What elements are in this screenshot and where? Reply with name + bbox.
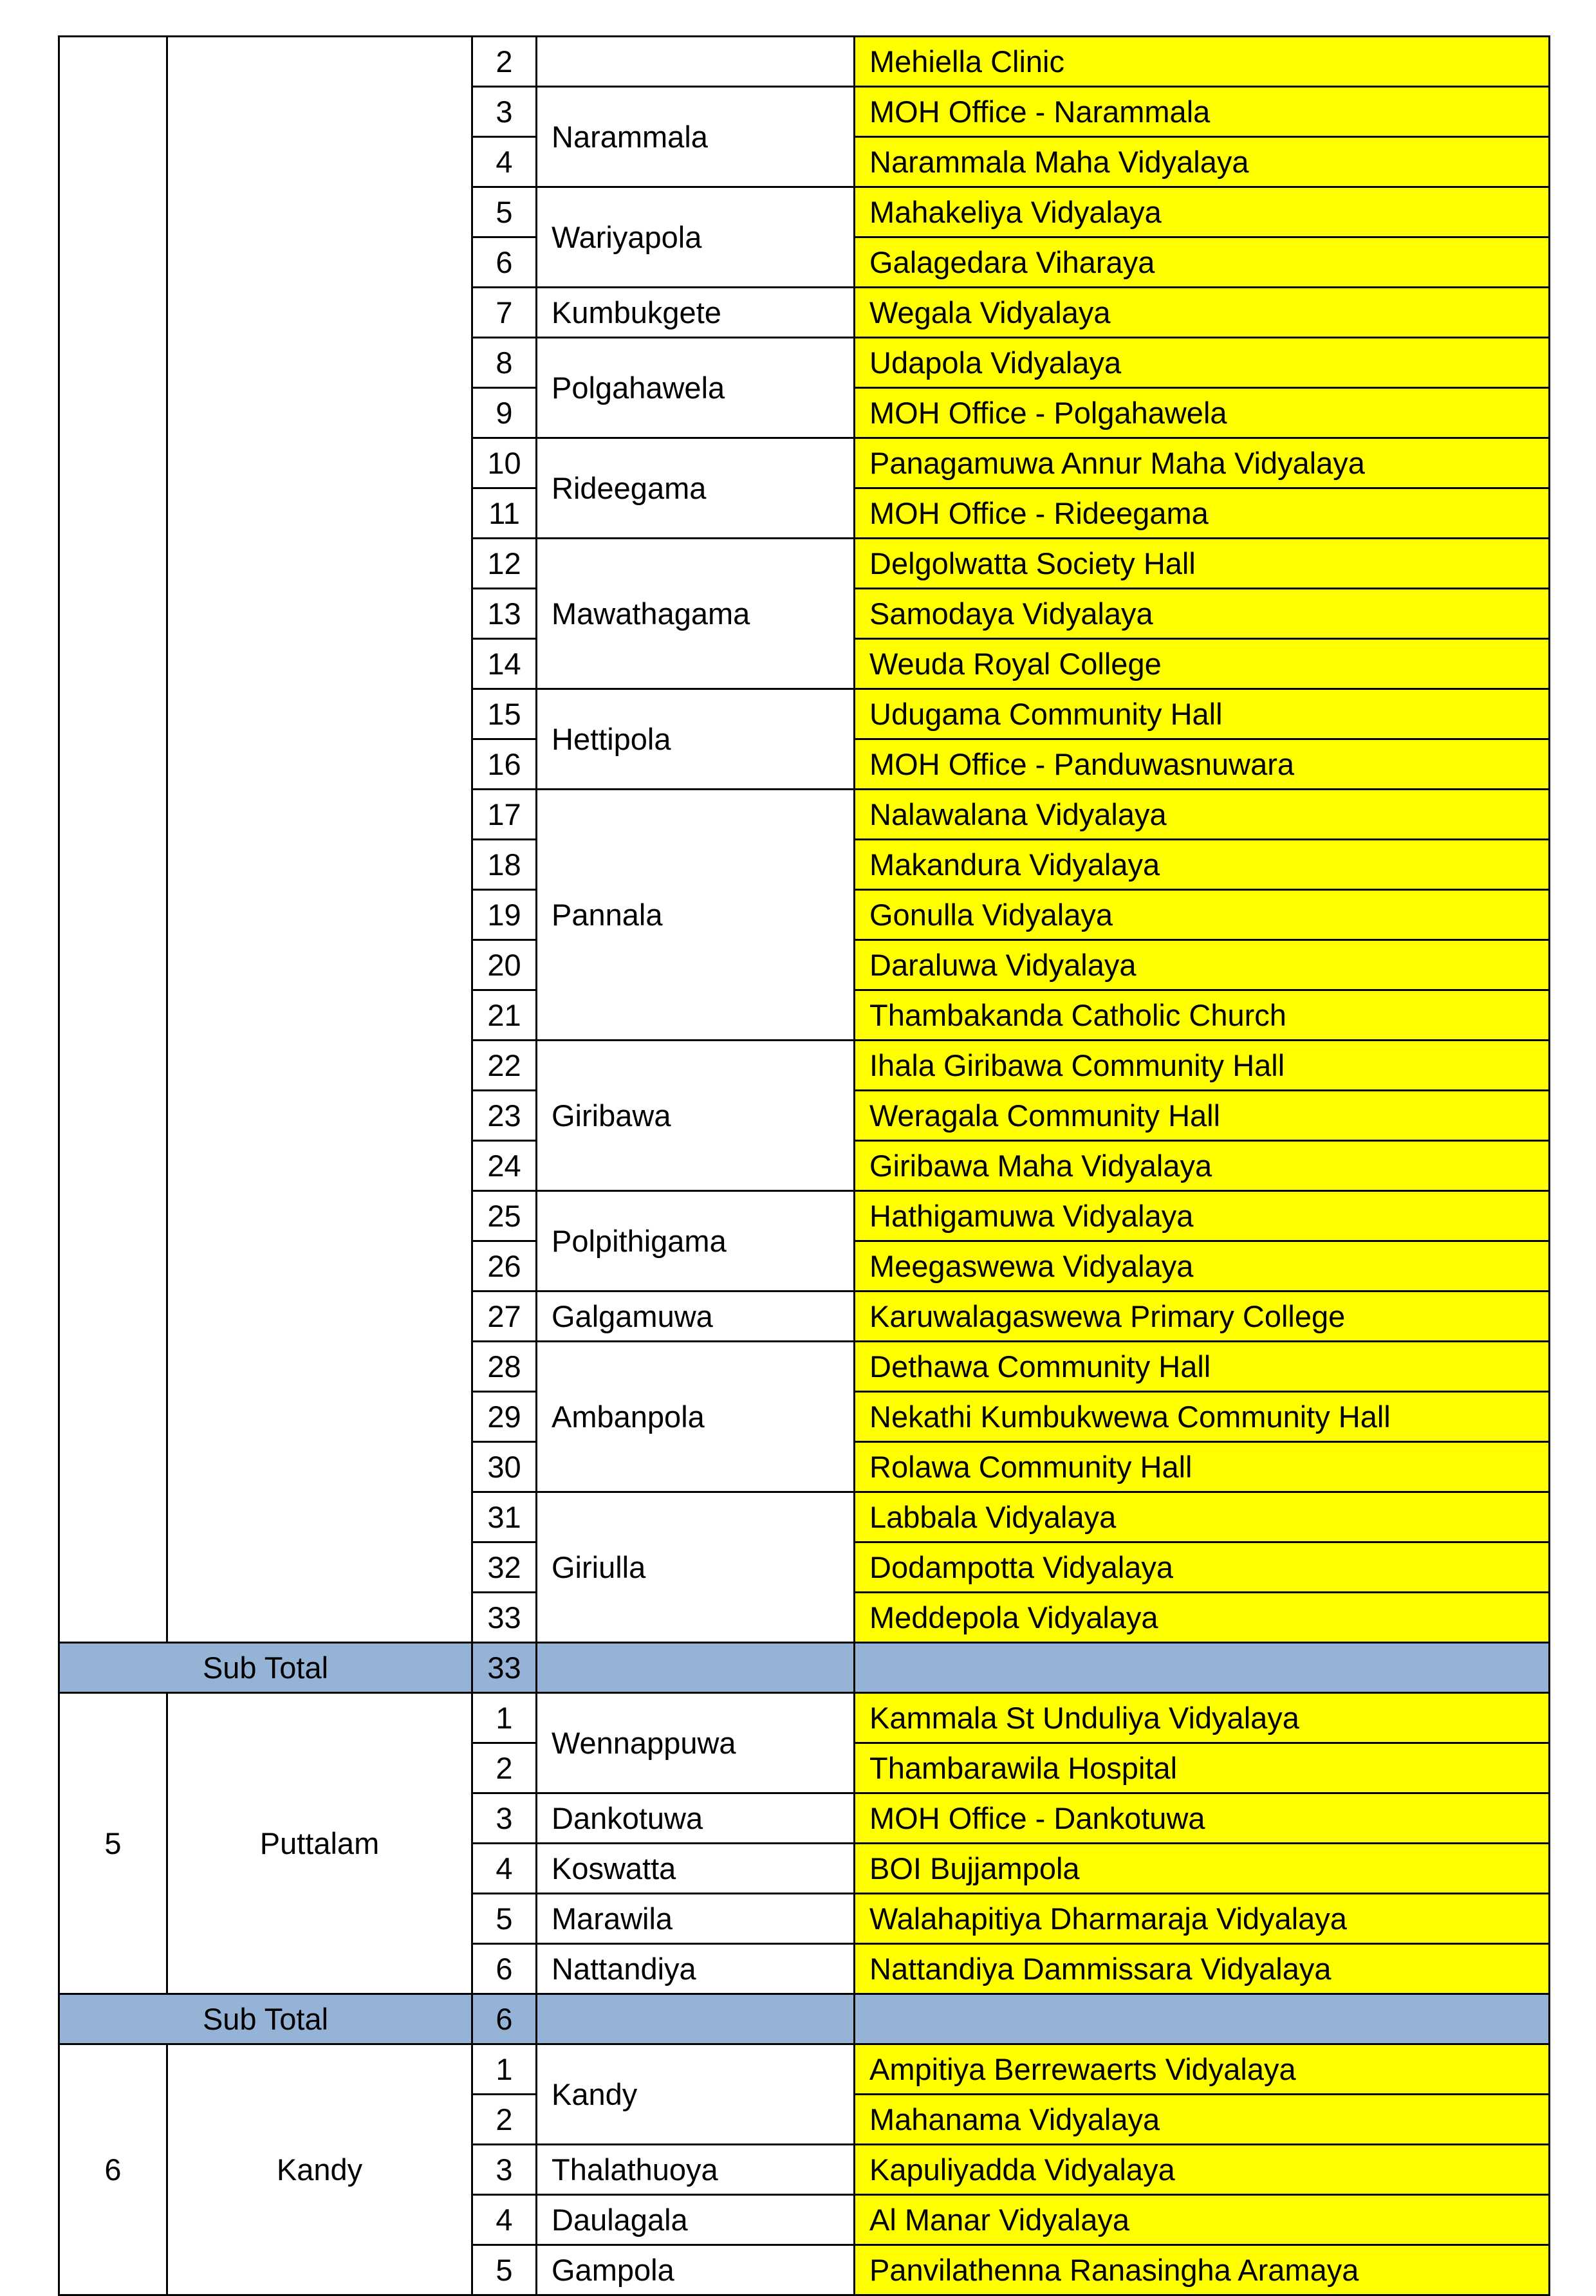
subtotal-row [59, 1643, 1550, 1693]
subtotal-empty-cell [537, 1994, 855, 2044]
row-number-cell: 6 [472, 1944, 537, 1994]
division-cell: Koswatta [537, 1844, 855, 1894]
centre-cell: Nalawalana Vidyalaya [855, 790, 1550, 840]
division-cell: Wariyapola [537, 187, 855, 288]
division-cell: Nattandiya [537, 1944, 855, 1994]
division-cell: Hettipola [537, 689, 855, 790]
division-cell: Polpithigama [537, 1191, 855, 1292]
division-cell: Giribawa [537, 1041, 855, 1191]
row-number-cell: 2 [472, 1743, 537, 1793]
row-number-cell: 24 [472, 1141, 537, 1191]
division-cell: Daulagala [537, 2195, 855, 2245]
division-cell: Pannala [537, 790, 855, 1041]
centre-cell: Hathigamuwa Vidyalaya [855, 1191, 1550, 1241]
subtotal-label: Sub Total [59, 1643, 472, 1693]
row-number-cell: 4 [472, 1844, 537, 1894]
centre-cell: BOI Bujjampola [855, 1844, 1550, 1894]
row-number-cell: 29 [472, 1392, 537, 1442]
centre-cell: Labbala Vidyalaya [855, 1492, 1550, 1542]
division-cell: Giriulla [537, 1492, 855, 1643]
centre-cell: Ihala Giribawa Community Hall [855, 1041, 1550, 1091]
centre-cell: Meddepola Vidyalaya [855, 1593, 1550, 1643]
row-number-cell: 3 [472, 1793, 537, 1844]
row-number-cell: 8 [472, 338, 537, 388]
row-number-cell: 1 [472, 2044, 537, 2095]
subtotal-empty-cell [537, 1643, 855, 1693]
centre-cell: Meegaswewa Vidyalaya [855, 1241, 1550, 1292]
centre-cell: MOH Office - Panduwasnuwara [855, 739, 1550, 790]
division-cell: Mawathagama [537, 539, 855, 689]
row-number-cell: 33 [472, 1593, 537, 1643]
centre-cell: Samodaya Vidyalaya [855, 589, 1550, 639]
district-number-cell: 5 [59, 1693, 167, 1994]
row-number-cell: 11 [472, 488, 537, 539]
centre-cell: Walahapitiya Dharmaraja Vidyalaya [855, 1894, 1550, 1944]
row-number-cell: 14 [472, 639, 537, 689]
centre-cell: Nekathi Kumbukwewa Community Hall [855, 1392, 1550, 1442]
centre-cell: Daraluwa Vidyalaya [855, 940, 1550, 990]
row-number-cell: 28 [472, 1342, 537, 1392]
division-cell: Gampola [537, 2245, 855, 2295]
row-number-cell: 25 [472, 1191, 537, 1241]
division-cell: Dankotuwa [537, 1793, 855, 1844]
division-cell: Kandy [537, 2044, 855, 2145]
row-number-cell: 31 [472, 1492, 537, 1542]
centre-cell: Dethawa Community Hall [855, 1342, 1550, 1392]
division-cell: Wennappuwa [537, 1693, 855, 1793]
centre-cell: Al Manar Vidyalaya [855, 2195, 1550, 2245]
division-cell [537, 37, 855, 87]
centre-cell: Nattandiya Dammissara Vidyalaya [855, 1944, 1550, 1994]
centre-cell: Weuda Royal College [855, 639, 1550, 689]
division-cell: Galgamuwa [537, 1292, 855, 1342]
centre-cell: Mehiella Clinic [855, 37, 1550, 87]
district-number-cell: 6 [59, 2044, 167, 2295]
row-number-cell: 3 [472, 2145, 537, 2195]
row-number-cell: 5 [472, 2245, 537, 2295]
row-number-cell: 13 [472, 589, 537, 639]
row-number-cell: 23 [472, 1091, 537, 1141]
row-number-cell: 27 [472, 1292, 537, 1342]
row-number-cell: 7 [472, 288, 537, 338]
row-number-cell: 2 [472, 2095, 537, 2145]
centre-cell: MOH Office - Dankotuwa [855, 1793, 1550, 1844]
row-number-cell: 15 [472, 689, 537, 739]
row-number-cell: 26 [472, 1241, 537, 1292]
centre-cell: Udapola Vidyalaya [855, 338, 1550, 388]
subtotal-value: 33 [472, 1643, 537, 1693]
centre-cell: Thambakanda Catholic Church [855, 990, 1550, 1041]
division-cell: Thalathuoya [537, 2145, 855, 2195]
centre-cell: Panvilathenna Ranasingha Aramaya [855, 2245, 1550, 2295]
table-row [59, 1693, 1550, 1743]
subtotal-empty-cell [855, 1643, 1550, 1693]
division-cell: Marawila [537, 1894, 855, 1944]
division-cell: Kumbukgete [537, 288, 855, 338]
district-name-cell [167, 37, 472, 1643]
centre-cell: MOH Office - Polgahawela [855, 388, 1550, 438]
centre-cell: Ampitiya Berrewaerts Vidyalaya [855, 2044, 1550, 2095]
centre-cell: Thambarawila Hospital [855, 1743, 1550, 1793]
row-number-cell: 20 [472, 940, 537, 990]
row-number-cell: 3 [472, 87, 537, 137]
row-number-cell: 6 [472, 237, 537, 288]
row-number-cell: 16 [472, 739, 537, 790]
district-name-cell: Puttalam [167, 1693, 472, 1994]
centre-cell: Mahanama Vidyalaya [855, 2095, 1550, 2145]
centre-cell: Rolawa Community Hall [855, 1442, 1550, 1492]
row-number-cell: 4 [472, 2195, 537, 2245]
subtotal-value: 6 [472, 1994, 537, 2044]
division-cell: Ambanpola [537, 1342, 855, 1492]
district-name-cell: Kandy [167, 2044, 472, 2295]
row-number-cell: 4 [472, 137, 537, 187]
row-number-cell: 10 [472, 438, 537, 488]
division-cell: Rideegama [537, 438, 855, 539]
centre-cell: Makandura Vidyalaya [855, 840, 1550, 890]
centre-cell: Giribawa Maha Vidyalaya [855, 1141, 1550, 1191]
table-body [59, 37, 1550, 2295]
row-number-cell: 30 [472, 1442, 537, 1492]
subtotal-label: Sub Total [59, 1994, 472, 2044]
row-number-cell: 9 [472, 388, 537, 438]
centre-cell: MOH Office - Rideegama [855, 488, 1550, 539]
centre-cell: Gonulla Vidyalaya [855, 890, 1550, 940]
centre-cell: Dodampotta Vidyalaya [855, 1542, 1550, 1593]
centre-cell: MOH Office - Narammala [855, 87, 1550, 137]
centre-cell: Udugama Community Hall [855, 689, 1550, 739]
row-number-cell: 1 [472, 1693, 537, 1743]
division-cell: Polgahawela [537, 338, 855, 438]
table-row [59, 37, 1550, 87]
row-number-cell: 2 [472, 37, 537, 87]
row-number-cell: 22 [472, 1041, 537, 1091]
centre-cell: Karuwalagaswewa Primary College [855, 1292, 1550, 1342]
centre-cell: Delgolwatta Society Hall [855, 539, 1550, 589]
row-number-cell: 12 [472, 539, 537, 589]
row-number-cell: 32 [472, 1542, 537, 1593]
centre-cell: Mahakeliya Vidyalaya [855, 187, 1550, 237]
row-number-cell: 5 [472, 1894, 537, 1944]
row-number-cell: 19 [472, 890, 537, 940]
row-number-cell: 5 [472, 187, 537, 237]
table-row [59, 2044, 1550, 2095]
row-number-cell: 21 [472, 990, 537, 1041]
division-cell: Narammala [537, 87, 855, 187]
centre-cell: Panagamuwa Annur Maha Vidyalaya [855, 438, 1550, 488]
centre-cell: Galagedara Viharaya [855, 237, 1550, 288]
centre-cell: Kapuliyadda Vidyalaya [855, 2145, 1550, 2195]
subtotal-row [59, 1994, 1550, 2044]
row-number-cell: 18 [472, 840, 537, 890]
centre-cell: Wegala Vidyalaya [855, 288, 1550, 338]
subtotal-empty-cell [855, 1994, 1550, 2044]
district-number-cell [59, 37, 167, 1643]
row-number-cell: 17 [472, 790, 537, 840]
centre-cell: Kammala St Unduliya Vidyalaya [855, 1693, 1550, 1743]
centre-cell: Weragala Community Hall [855, 1091, 1550, 1141]
vaccination-centres-table [58, 35, 1550, 2296]
centre-cell: Narammala Maha Vidyalaya [855, 137, 1550, 187]
